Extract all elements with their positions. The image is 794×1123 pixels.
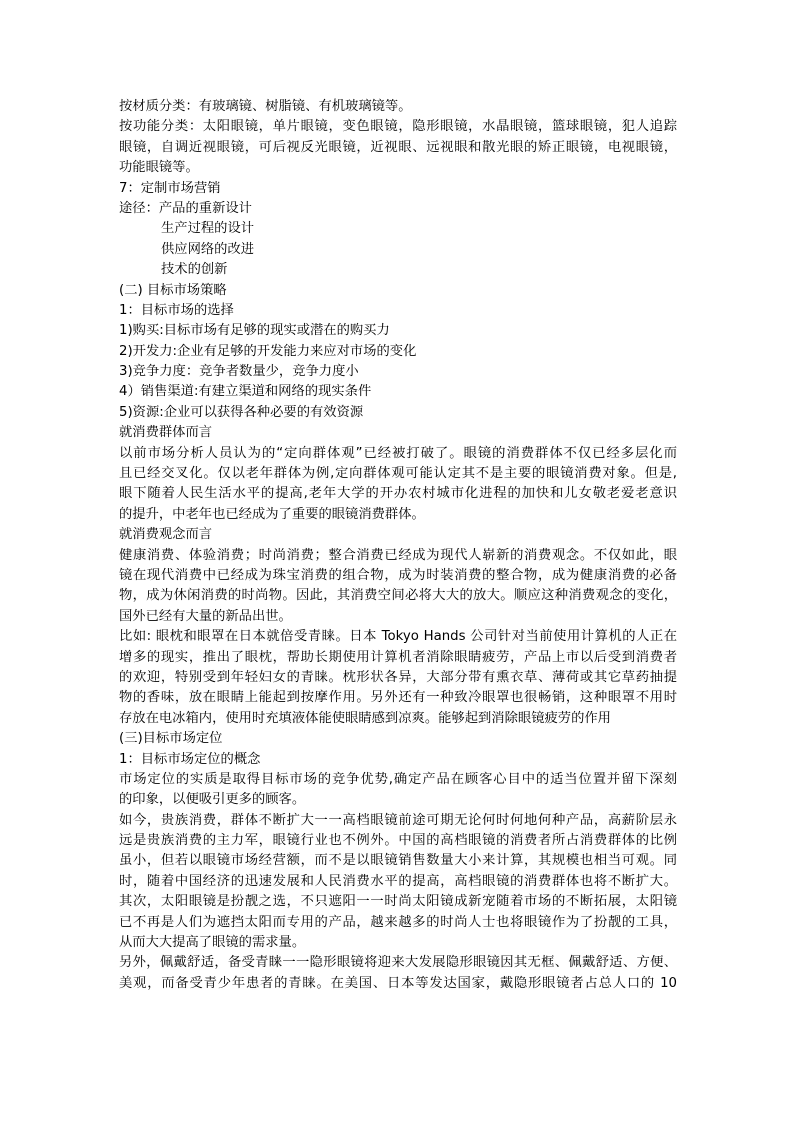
- subsection-heading: 1：目标市场定位的概念: [119, 751, 261, 767]
- text-line: 比如: 眼枕和眼罩在日本就倍受青睐。日本 Tokyo Hands 公司针对当前使用计算机的人正在: [119, 629, 677, 645]
- text-line: 功能眼镜等。: [119, 160, 199, 176]
- text-line: 眼下随着人民生活水平的提高,老年大学的开办农村城市化进程的加快和儿女敬老爱老意识: [119, 486, 677, 502]
- section-heading: 7：定制市场营销: [119, 180, 221, 196]
- text-line: 虽小，但若以眼镜市场经营额，而不是以眼镜销售数量大小来计算，其规模也相当可观。同: [119, 853, 677, 869]
- text-line: 的提升，中老年也已经成为了重要的眼镜消费群体。: [119, 506, 425, 522]
- text-line: 途径：产品的重新设计: [119, 200, 252, 216]
- text-line: 生产过程的设计: [161, 221, 255, 237]
- list-item: 4）销售渠道:有建立渠道和网络的现实条件: [119, 384, 372, 400]
- text-line: 另外，佩戴舒适，备受青睐一一隐形眼镜将迎来大发展隐形眼镜因其无框、佩戴舒适、方便、: [119, 955, 677, 971]
- text-line: 按功能分类：太阳眼镜，单片眼镜，变色眼镜，隐形眼镜，水晶眼镜，篮球眼镜，犯人追踪: [119, 119, 677, 135]
- text-line: 物的香味，放在眼睛上能起到按摩作用。另外还有一种致冷眼罩也很畅销，这种眼罩不用时: [119, 690, 677, 706]
- text-line: 存放在电冰箱内，使用时充填液体能使眼睛感到凉爽。能够起到消除眼镜疲劳的作用: [119, 710, 611, 726]
- subsection-heading: 就消费群体而言: [119, 425, 213, 441]
- subsection-heading: 就消费观念而言: [119, 527, 213, 543]
- list-item: 3)竞争力度：竞争者数量少，竞争力度小: [119, 364, 359, 380]
- text-line: 市场定位的实质是取得目标市场的竞争优势,确定产品在顾客心目中的适当位置并留下深刻: [119, 771, 677, 787]
- list-item: 1)购买:目标市场有足够的现实或潜在的购买力: [119, 323, 390, 339]
- text-line: 其次，太阳眼镜是扮靓之选，不只遮阳一一时尚太阳镜成新宠随着市场的不断拓展，太阳镜: [119, 894, 677, 910]
- text-line: 的印象，以便吸引更多的顾客。: [119, 792, 306, 808]
- text-line: 健康消费、体验消费；时尚消费；整合消费已经成为现代人崭新的消费观念。不仅如此，眼: [119, 547, 677, 563]
- subsection-heading: 1：目标市场的选择: [119, 302, 234, 318]
- text-line: 镜在现代消费中已经成为珠宝消费的组合物，成为时装消费的整合物，成为健康消费的必备: [119, 567, 677, 583]
- section-heading: (二) 目标市场策略: [119, 282, 227, 298]
- text-line: 且已经交叉化。仅以老年群体为例,定向群体观可能认定其不是主要的眼镜消费对象。但是,: [119, 466, 677, 482]
- document-page: [119, 97, 677, 994]
- text-line: 从而大大提高了眼镜的需求量。: [119, 935, 306, 951]
- text-line: 按材质分类：有玻璃镜、树脂镜、有机玻璃镜等。: [119, 99, 412, 114]
- text-line: 如今，贵族消费，群体不断扩大一一高档眼镜前途可期无论何时何地何种产品，高薪阶层永: [119, 812, 677, 828]
- section-heading: (三)目标市场定位: [119, 731, 223, 747]
- list-item: 5)资源:企业可以获得各种必要的有效资源: [119, 404, 364, 420]
- text-line: 国外已经有大量的新品出世。: [119, 608, 292, 624]
- text-line: 以前市场分析人员认为的“定向群体观”已经被打破了。眼镜的消费群体不仅已经多层化而: [119, 445, 677, 461]
- text-line: 物，成为休闲消费的时尚物。因此，其消费空间必将大大的放大。顺应这种消费观念的变化，: [119, 588, 677, 604]
- text-line: 的欢迎，特别受到年轻妇女的青睐。枕形状各异，大部分带有熏衣草、薄荷或其它草药抽提: [119, 669, 677, 685]
- text-line: 远是贵族消费的主力军，眼镜行业也不例外。中国的高档眼镜的消费者所占消费群体的比例: [119, 833, 677, 849]
- text-line: 美观，而备受青少年患者的青睐。在美国、日本等发达国家，戴隐形眼镜者占总人口的 10: [119, 975, 677, 991]
- text-line: 供应网络的改进: [161, 241, 255, 257]
- text-line: 已不再是人们为遮挡太阳而专用的产品，越来越多的时尚人士也将眼镜作为了扮靓的工具，: [119, 914, 677, 930]
- text-line: 技术的创新: [161, 262, 228, 278]
- text-line: 增多的现实，推出了眼枕，帮助长期使用计算机者消除眼睛疲劳，产品上市以后受到消费者: [119, 649, 677, 665]
- text-line: 眼镜，自调近视眼镜，可后视反光眼镜，近视眼、远视眼和散光眼的矫正眼镜，电视眼镜，: [119, 139, 677, 155]
- list-item: 2)开发力:企业有足够的开发能力来应对市场的变化: [119, 343, 417, 359]
- text-line: 时，随着中国经济的迅速发展和人民消费水平的提高，高档眼镜的消费群体也将不断扩大。: [119, 873, 677, 889]
